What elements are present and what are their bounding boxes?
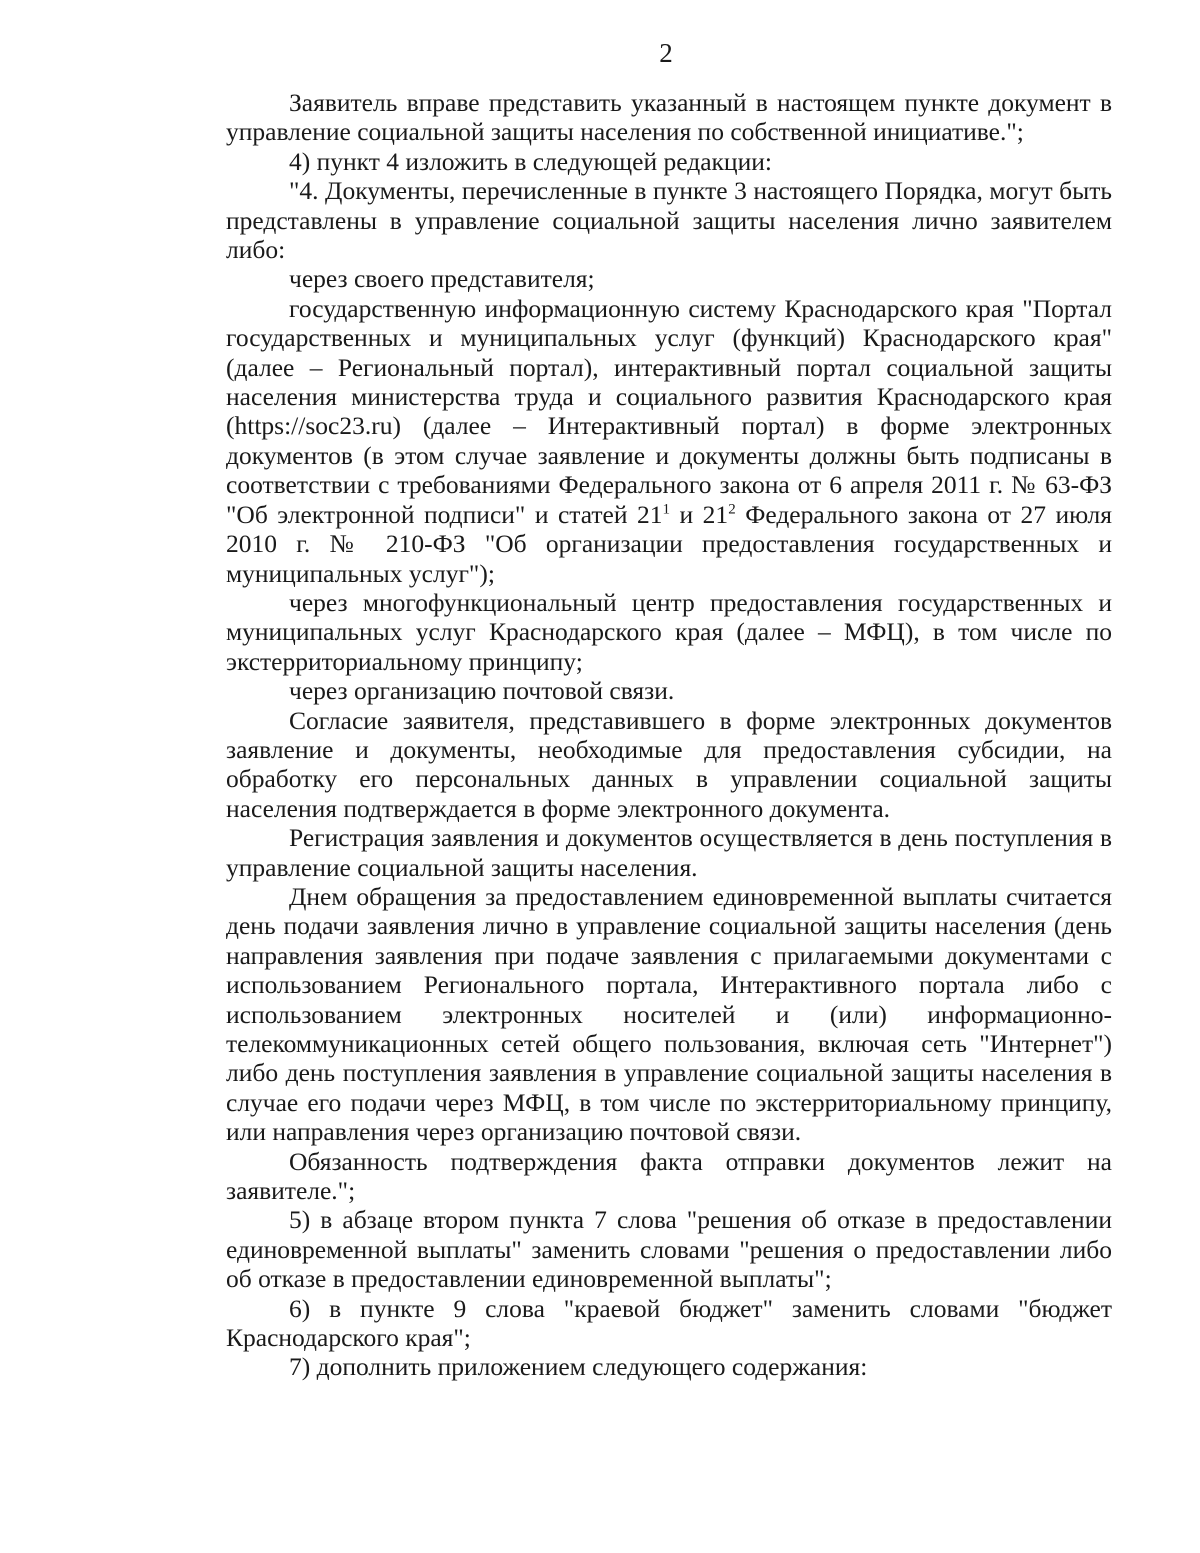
- paragraph-item-5: 5) в абзаце втором пункта 7 слова "решения об отказе в предоставлении единовременной выплаты" заменить словами "решения о предоставлении либо об отказе в предоставлении единовременной выплаты";: [226, 1205, 1112, 1294]
- superscript-1: 1: [662, 501, 671, 518]
- portal-text-part-a: государственную информационную систему Краснодарского края "Портал государственных и муниципальных услуг (функций) Краснодарского края" (далее – Региональный портал), интерактивный портал социальной защиты населения министерства труда и социального развития Краснодарского края (https://soc23.ru) (далее – Интерактивный портал) в форме электронных документов (в этом случае заявление и документы должны быть подписаны в соответствии с требованиями Федерального закона от 6 апреля 2011 г. № 63-ФЗ "Об электронной подписи" и статей 21: [226, 293, 1112, 529]
- paragraph-via-portal: [226, 294, 1112, 588]
- paragraph-via-representative: через своего представителя;: [289, 264, 595, 294]
- paragraph-registration: Регистрация заявления и документов осуществляется в день поступления в управление социальной защиты населения.: [226, 823, 1112, 882]
- paragraph-item-4-amend: 4) пункт 4 изложить в следующей редакции:: [289, 146, 772, 176]
- paragraph-via-post: через организацию почтовой связи.: [289, 676, 675, 706]
- paragraph-application-day: Днем обращения за предоставлением единовременной выплаты считается день подачи заявления лично в управление социальной защиты населения (день направления заявления при подаче заявления с прилагаемыми документами с использованием Регионального портала, Интерактивного портала либо с использованием электронных носителей и (или) информационно-телекоммуникационных сетей общего пользования, включая сеть "Интернет") либо день поступления заявления в управление социальной защиты населения в случае его подачи через МФЦ, в том числе по экстерриториальному принципу, или направления через организацию почтовой связи.: [226, 881, 1112, 1147]
- paragraph-proof-obligation: Обязанность подтверждения факта отправки документов лежит на заявителе.";: [226, 1146, 1112, 1206]
- portal-text-part-c: Федерального закона от 27 июля 2010 г. № 210-ФЗ "Об организации предоставления государственных и муниципальных услуг");: [226, 499, 1113, 588]
- paragraph-item-7: 7) дополнить приложением следующего содержания:: [289, 1352, 868, 1382]
- superscript-2: 2: [728, 501, 736, 518]
- page-number: 2: [659, 38, 673, 68]
- paragraph-item-4-text: "4. Документы, перечисленные в пункте 3 настоящего Порядка, могут быть представлены в управление социальной защиты населения лично заявителем либо:: [226, 176, 1112, 265]
- paragraph-consent: Согласие заявителя, представившего в форме электронных документов заявление и документы, необходимые для предоставления субсидии, на обработку его персональных данных в управлении социальной защиты населения подтверждается в форме электронного документа.: [226, 705, 1112, 823]
- document-body: [226, 88, 1112, 1382]
- paragraph-via-mfc: через многофункциональный центр предоставления государственных и муниципальных услуг Краснодарского края (далее – МФЦ), в том числе по экстерриториальному принципу;: [226, 587, 1112, 676]
- paragraph-item-6: 6) в пункте 9 слова "краевой бюджет" заменить словами "бюджет Краснодарского края";: [226, 1293, 1112, 1353]
- paragraph-applicant-right: Заявитель вправе представить указанный в настоящем пункте документ в управление социальной защиты населения по собственной инициативе.";: [226, 88, 1112, 147]
- portal-text-part-b: и 21: [670, 499, 729, 529]
